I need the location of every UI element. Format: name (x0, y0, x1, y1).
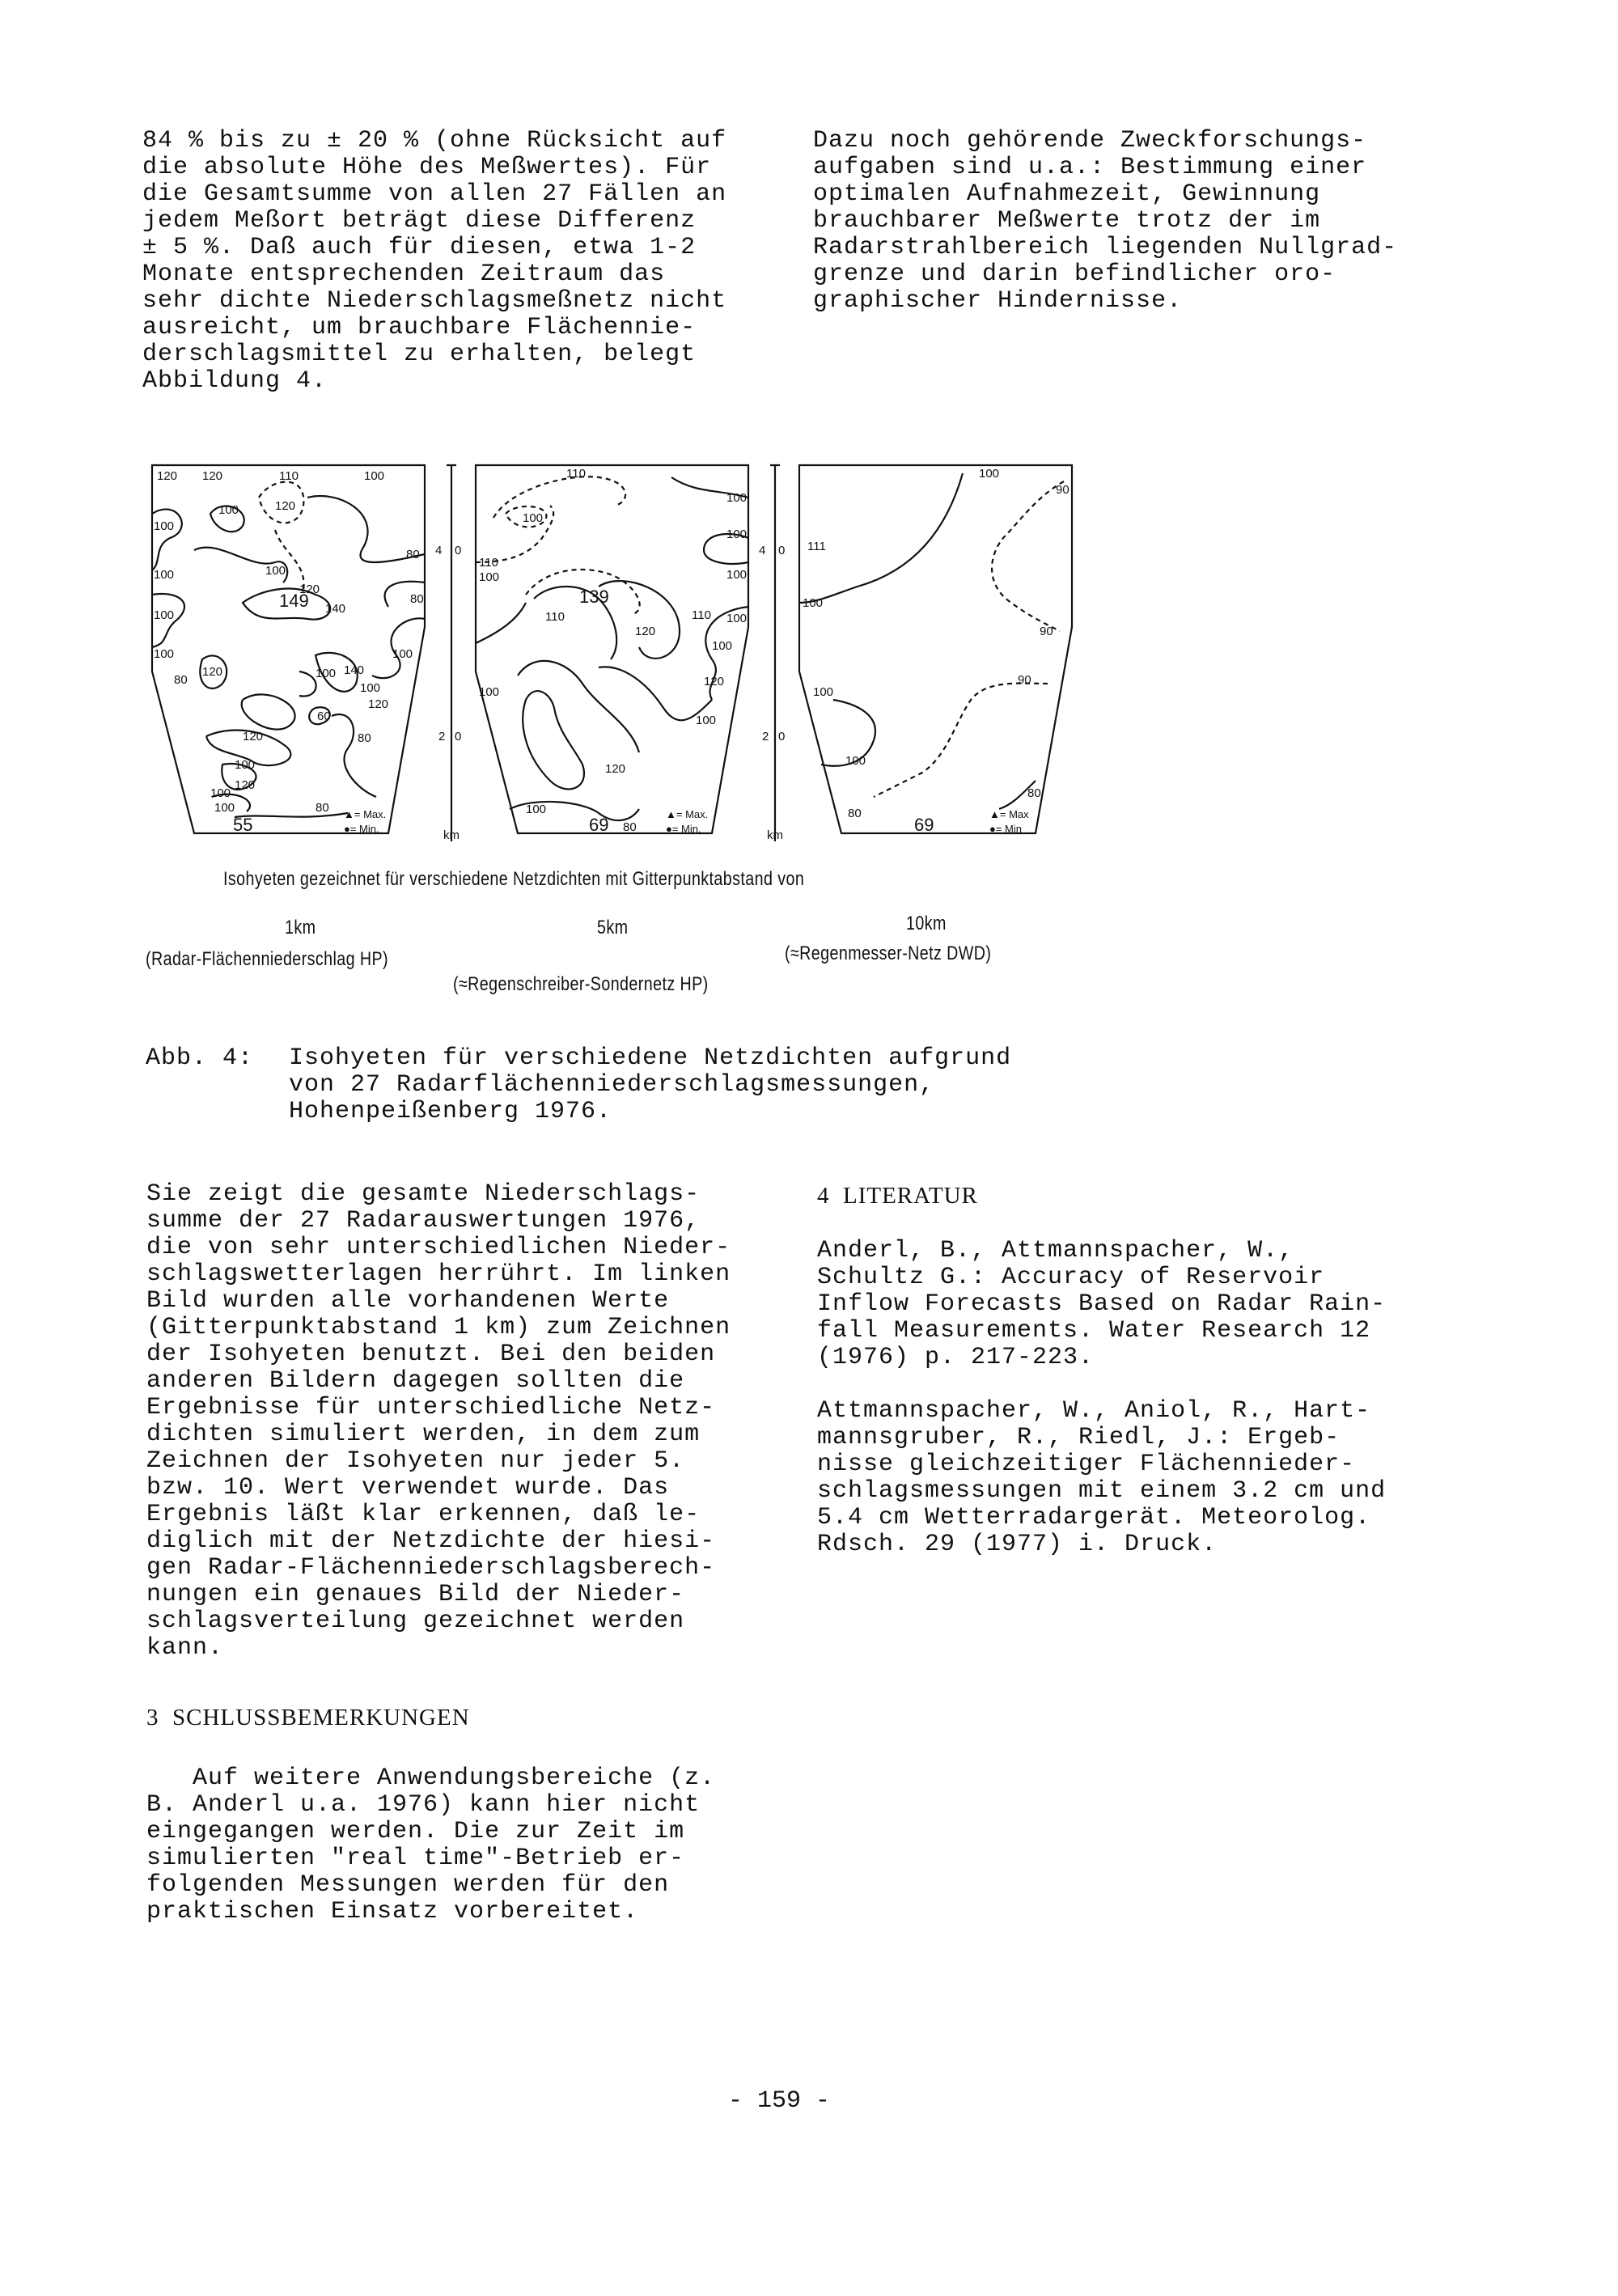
caption-line: Hohenpeißenberg 1976. (289, 1098, 612, 1125)
network-10km-label: (≈Regenmesser-Netz DWD) (785, 943, 992, 964)
panel1-label: 100 (265, 564, 286, 578)
panel1-label: 100 (316, 667, 337, 680)
text-line: folgenden Messungen werden für den (146, 1871, 670, 1899)
panel1-label: 100 (154, 608, 175, 622)
scale-tick: 2 (438, 730, 446, 743)
panel1-label: 140 (344, 663, 365, 677)
panel2-label: 100 (526, 803, 547, 816)
text-line: Rdsch. 29 (1977) i. Druck. (817, 1531, 1218, 1558)
references (817, 1238, 1386, 1585)
section-3-heading: 3 SCHLUSSBEMERKUNGEN (146, 1705, 470, 1730)
panel3-label: 100 (803, 596, 824, 610)
text-line: Inflow Forecasts Based on Radar Rain- (817, 1290, 1387, 1318)
panel2-label: 80 (623, 820, 637, 834)
grid-10km-label: 10km (906, 913, 947, 934)
text-line: die Gesamtsumme von allen 27 Fällen an (142, 180, 727, 208)
panel1-label: 55 (233, 815, 253, 835)
panel1-label: 100 (392, 647, 413, 661)
text-line: eingegangen werden. Die zur Zeit im (146, 1818, 685, 1845)
scale-tick: 0 (455, 730, 462, 743)
scale-unit: km (767, 828, 783, 842)
scale-tick: 2 (762, 730, 769, 743)
panel1-label: 100 (154, 568, 175, 582)
panel2-label: 100 (696, 714, 717, 727)
text-line: (Gitterpunktabstand 1 km) zum Zeichnen (146, 1314, 731, 1341)
caption-line: von 27 Radarflächenniederschlagsmessungen, (289, 1071, 935, 1099)
panel1-label: 80 (174, 673, 188, 687)
text-line: simulierten "real time"-Betrieb er- (146, 1845, 685, 1872)
panel3-label: 90 (1056, 483, 1069, 497)
isohyet-figure (146, 441, 1100, 890)
panel2-label: 100 (726, 527, 748, 541)
text-line: aufgaben sind u.a.: Bestimmung einer (813, 154, 1367, 181)
panel1-label: 100 (218, 503, 239, 517)
text-line: optimalen Aufnahmezeit, Gewinnung (813, 180, 1321, 208)
text-line: Dazu noch gehörende Zweckforschungs- (813, 127, 1367, 155)
legend-max: ▲= Max. (666, 808, 709, 820)
text-line: fall Measurements. Water Research 12 (817, 1317, 1371, 1345)
text-line: anderen Bildern dagegen sollten die (146, 1367, 685, 1395)
panel1-label: 120 (202, 469, 223, 483)
panel3-label: 90 (1018, 673, 1031, 687)
panel3-label: 80 (1027, 786, 1041, 800)
text-line: summe der 27 Radarauswertungen 1976, (146, 1207, 701, 1235)
legend-max: ▲= Max. (344, 808, 387, 820)
reference-2 (817, 1398, 1386, 1558)
legend-min: ●= Min. (666, 823, 701, 835)
panel2-label: 120 (605, 762, 626, 776)
scale-tick: 4 (759, 544, 766, 557)
panel3-label: 100 (813, 685, 834, 699)
top-left-paragraph (142, 128, 726, 395)
text-line: schlagsverteilung gezeichnet werden (146, 1608, 685, 1635)
panel2-label: 120 (635, 625, 656, 638)
scale-bar-2 (770, 465, 780, 841)
panel2-label: 100 (726, 491, 748, 505)
panel1-label: 120 (235, 778, 256, 792)
legend-min: ●= Min (989, 823, 1023, 835)
text-line: Attmannspacher, W., Aniol, R., Hart- (817, 1397, 1371, 1425)
section-4 (817, 1183, 978, 1209)
text-line: 5.4 cm Wetterradargerät. Meteorolog. (817, 1504, 1371, 1531)
panel1-label: 120 (275, 499, 296, 513)
text-line: der Isohyeten benutzt. Bei den beiden (146, 1341, 716, 1368)
panel1-label: 110 (279, 469, 299, 483)
panel2-label: 110 (692, 608, 711, 622)
text-line: schlagsmessungen mit einem 3.2 cm und (817, 1477, 1387, 1505)
isohyet-maps (146, 441, 1100, 854)
text-line: (1976) p. 217-223. (817, 1344, 1095, 1371)
text-line: mannsgruber, R., Riedl, J.: Ergeb- (817, 1424, 1341, 1451)
panel2-label: 100 (523, 511, 544, 525)
panel2-label: 110 (566, 467, 586, 481)
scale-tick: 0 (778, 730, 786, 743)
panel1-label: 80 (316, 801, 329, 815)
panel2-label: 100 (726, 568, 748, 582)
reference-1 (817, 1238, 1386, 1371)
panel1-label: 60 (317, 710, 331, 723)
text-line: derschlagsmittel zu erhalten, belegt (142, 341, 697, 368)
text-line: grenze und darin befindlicher oro- (813, 261, 1336, 288)
scale-unit: km (443, 828, 460, 842)
panel3-label: 80 (848, 807, 862, 820)
text-line: nisse gleichzeitiger Flächennieder- (817, 1451, 1356, 1478)
panel1-label: 100 (210, 786, 231, 800)
grid-1km-label: 1km (285, 917, 316, 938)
text-line: diglich mit der Netzdichte der hiesi- (146, 1527, 716, 1555)
panel1-label: 100 (154, 647, 175, 661)
scale-tick: 0 (455, 544, 462, 557)
top-right-paragraph (813, 128, 1397, 315)
panel2-label: 100 (479, 685, 500, 699)
caption-label: Abb. 4: (146, 1044, 254, 1072)
panel-1-outline (152, 465, 425, 833)
caption-line: Isohyeten für verschiedene Netzdichten aufgrund (289, 1044, 1012, 1072)
text-line: Auf weitere Anwendungsbereiche (z. (146, 1764, 716, 1792)
text-line: Radarstrahlbereich liegenden Nullgrad- (813, 234, 1398, 261)
panel1-label: 149 (279, 591, 309, 611)
text-line: Monate entsprechenden Zeitraum das (142, 261, 666, 288)
text-line: B. Anderl u.a. 1976) kann hier nicht (146, 1791, 701, 1819)
text-line: bzw. 10. Wert verwendet wurde. Das (146, 1474, 670, 1502)
text-line: praktischen Einsatz vorbereitet. (146, 1898, 639, 1925)
panel3-label: 100 (979, 467, 1000, 481)
panel1-label: 100 (364, 469, 385, 483)
panel3-label: 69 (914, 815, 934, 835)
section-3-body (146, 1765, 715, 1925)
legend-max: ▲= Max (989, 808, 1029, 820)
panel2-label: 69 (589, 815, 609, 835)
panel2-label: 120 (704, 675, 725, 688)
panel3-label: 111 (807, 540, 826, 553)
panel1-label: 100 (360, 681, 381, 695)
text-line: die absolute Höhe des Meßwertes). Für (142, 154, 712, 181)
text-line: Bild wurden alle vorhandenen Werte (146, 1287, 670, 1315)
text-line: sehr dichte Niederschlagsmeßnetz nicht (142, 287, 727, 315)
text-line: Sie zeigt die gesamte Niederschlags- (146, 1180, 701, 1208)
text-line: schlagswetterlagen herrührt. Im linken (146, 1260, 731, 1288)
text-line: die von sehr unterschiedlichen Nieder- (146, 1234, 731, 1261)
text-line: nungen ein genaues Bild der Nieder- (146, 1581, 685, 1608)
grid-5km-label: 5km (597, 917, 629, 938)
text-line: jedem Meßort beträgt diese Differenz (142, 207, 697, 235)
panel1-label: 80 (358, 731, 371, 745)
panel1-label: 120 (299, 582, 320, 596)
text-line: gen Radar-Flächenniederschlagsberech- (146, 1554, 716, 1582)
figure-caption-line: Isohyeten gezeichnet für verschiedene Netzdichten mit Gitterpunktabstand von (223, 868, 805, 890)
text-line: Schultz G.: Accuracy of Reservoir (817, 1264, 1325, 1291)
panel3-label: 100 (845, 754, 866, 768)
panel1-label: 80 (410, 592, 424, 606)
text-line: Abbildung 4. (142, 367, 328, 395)
page-number: - 159 - (728, 2087, 831, 2115)
section-4-heading: 4 LITERATUR (817, 1183, 978, 1209)
text-line: Ergebnisse für unterschiedliche Netz- (146, 1394, 716, 1421)
text-line: ± 5 %. Daß auch für diesen, etwa 1-2 (142, 234, 697, 261)
panel1-label: 100 (214, 801, 235, 815)
text-line: graphischer Hindernisse. (813, 287, 1183, 315)
panel1-label: 120 (157, 469, 178, 483)
network-5km-label: (≈Regenschreiber-Sondernetz HP) (453, 973, 709, 995)
panel1-label: 120 (202, 665, 223, 679)
panel2-label: 100 (726, 612, 748, 625)
section-3 (146, 1705, 470, 1731)
text-line: dichten simuliert werden, in dem zum (146, 1421, 701, 1448)
panel3-label: 90 (1040, 625, 1053, 638)
network-1km-label: (Radar-Flächenniederschlag HP) (146, 948, 388, 970)
panel2-label: 110 (545, 610, 565, 624)
text-line: kann. (146, 1634, 224, 1662)
text-line: brauchbarer Meßwerte trotz der im (813, 207, 1321, 235)
panel1-label: 140 (325, 602, 346, 616)
panel1-label: 100 (235, 758, 256, 772)
text-line: Anderl, B., Attmannspacher, W., (817, 1237, 1294, 1264)
panel1-label: 100 (154, 519, 175, 533)
text-line: ausreicht, um brauchbare Flächennie- (142, 314, 697, 341)
scale-tick: 4 (435, 544, 443, 557)
panel1-label: 120 (368, 697, 389, 711)
panel1-label: 120 (243, 730, 264, 743)
panel-3-outline (799, 465, 1072, 833)
panel2-label: 110 (479, 556, 498, 570)
panel2-label: 100 (712, 639, 733, 653)
scale-tick: 0 (778, 544, 786, 557)
text-line: Ergebnis läßt klar erkennen, daß le- (146, 1501, 701, 1528)
text-line: 84 % bis zu ± 20 % (ohne Rücksicht auf (142, 127, 727, 155)
legend-min: ●= Min. (344, 823, 379, 835)
panel2-label: 139 (579, 587, 609, 607)
scale-bar-1 (447, 465, 456, 841)
text-line: Zeichnen der Isohyeten nur jeder 5. (146, 1447, 685, 1475)
bottom-left-paragraph (146, 1181, 731, 1662)
panel2-label: 100 (479, 570, 500, 584)
panel1-label: 80 (406, 548, 420, 561)
